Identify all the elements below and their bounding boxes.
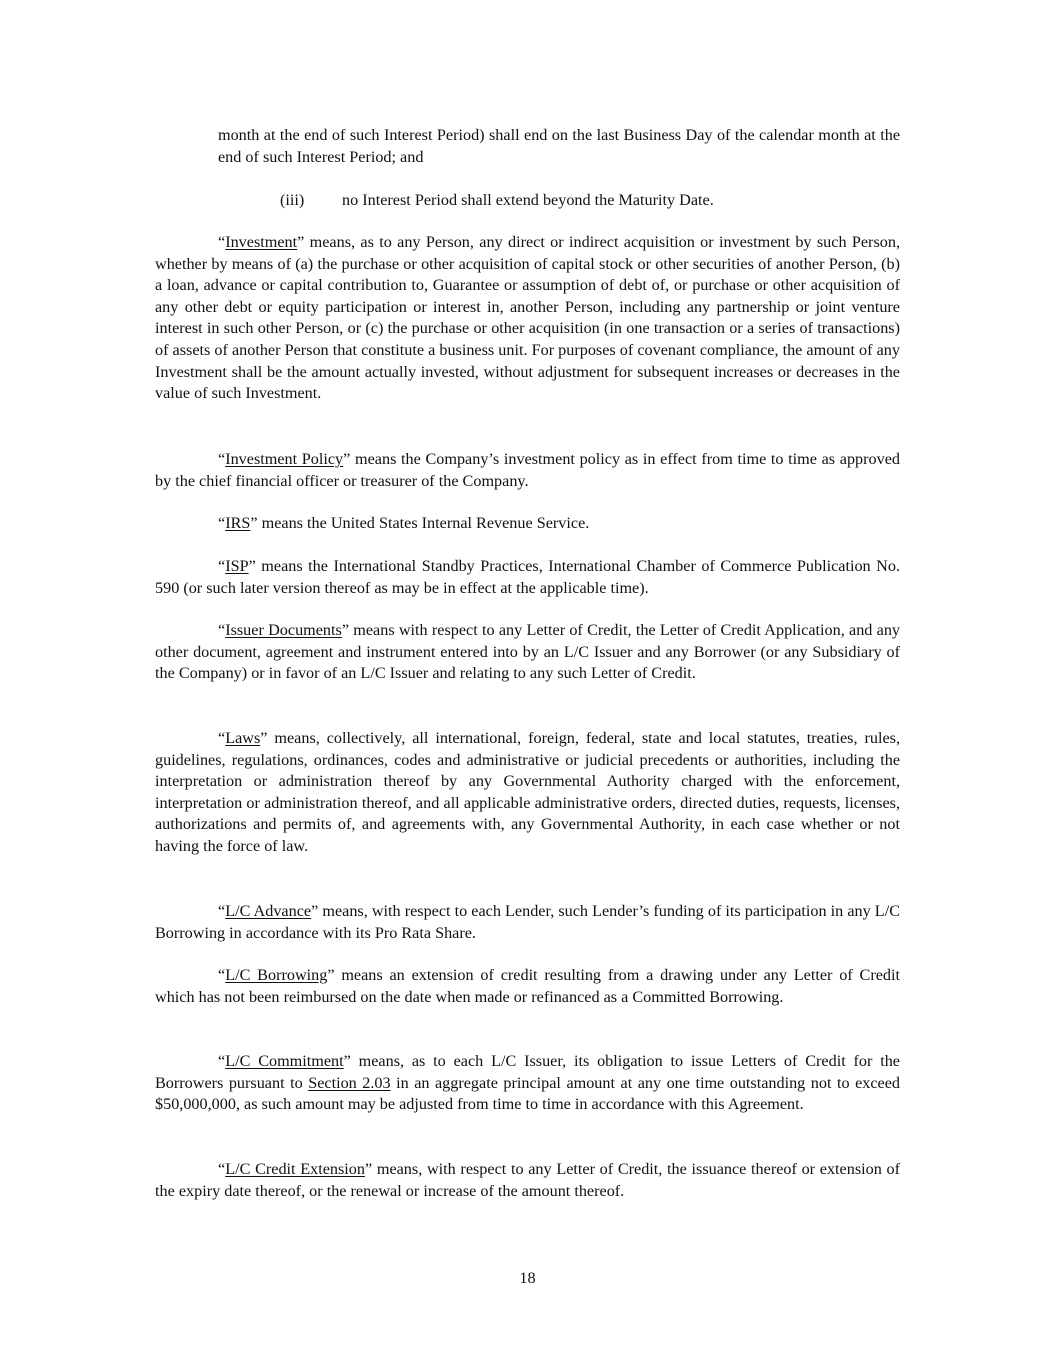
open-quote: “ xyxy=(218,729,226,747)
definition-lc-commitment xyxy=(155,1051,900,1116)
list-item-iii xyxy=(280,190,714,212)
definition-text: ” means the United States Internal Revenue Service. xyxy=(250,514,590,532)
defined-term: Issuer Documents xyxy=(225,621,342,639)
continuation-paragraph: month at the end of such Interest Period) shall end on the last Business Day of the calendar month at the end of such Interest Period; and xyxy=(218,126,900,166)
definition-text-continued: in an aggregate principal amount at any one time outstanding not to exceed $50,000,000, as such amount may be adjusted from time to time in accordance with this Agreement. xyxy=(155,1073,900,1114)
defined-term: ISP xyxy=(225,557,249,575)
defined-term: IRS xyxy=(225,514,251,532)
definition-lc-advance xyxy=(155,901,900,944)
definition-lc-credit-extension xyxy=(155,1159,900,1202)
open-quote: “ xyxy=(218,450,226,468)
open-quote: “ xyxy=(218,233,226,251)
definition-text: ” means with respect to any Letter of Credit, the Letter of Credit Application, and any other document, agreement and instrument entered into by an L/C Issuer and any Borrower (or any Subsidiary of the Company) or in favor of an L/C Issuer and relating to any such Letter of Credit. xyxy=(155,621,901,683)
open-quote: “ xyxy=(218,902,226,920)
defined-term: L/C Borrowing xyxy=(225,966,328,984)
definition-isp xyxy=(155,556,900,599)
open-quote: “ xyxy=(218,557,226,575)
list-item-label: (iii) xyxy=(280,191,305,209)
open-quote: “ xyxy=(218,514,226,532)
page-number: 18 xyxy=(519,1269,536,1287)
open-quote: “ xyxy=(218,1052,226,1070)
defined-term: Investment Policy xyxy=(225,450,344,468)
open-quote: “ xyxy=(218,1160,226,1178)
definition-text: ” means, as to any Person, any direct or indirect acquisition or investment by such Person, whether by means of (a) the purchase or other acquisition of capital stock or other securities of another Person, (b) a loan, advance or capital contribution to, Guarantee or assumption of debt of, or purchase or other acquisition of any other debt or equity participation or interest in, another Person, including any partnership or joint venture interest in such other Person, or (c) the purchase or other acquisition (in one transaction or a series of transactions) of assets of another Person that constitute a business unit. For purposes of covenant compliance, the amount of any Investment shall be the amount actually invested, without adjustment for subsequent increases or decreases in the value of such Investment. xyxy=(155,233,900,403)
definition-irs xyxy=(155,513,900,535)
defined-term: L/C Advance xyxy=(225,902,312,920)
defined-term: Investment xyxy=(225,233,298,251)
definition-lc-borrowing xyxy=(155,965,900,1008)
definition-text: ” means the International Standby Practices, International Chamber of Commerce Publication No. 590 (or such later version thereof as may be in effect at the applicable time). xyxy=(155,557,900,597)
definition-text: ” means, as to each L/C Issuer, its obligation to issue Letters of Credit for the Borrowers pursuant to xyxy=(155,1052,900,1092)
defined-term: L/C Commitment xyxy=(225,1052,344,1070)
list-item-text: no Interest Period shall extend beyond the Maturity Date. xyxy=(342,191,714,209)
definition-text: ” means the Company’s investment policy as in effect from time to time as approved by the chief financial officer or treasurer of the Company. xyxy=(155,450,900,490)
open-quote: “ xyxy=(218,621,226,639)
defined-term: Laws xyxy=(225,729,261,747)
definition-text: ” means, with respect to each Lender, such Lender’s funding of its participation in any L/C Borrowing in accordance with its Pro Rata Share. xyxy=(155,902,900,942)
definition-investment-policy xyxy=(155,449,900,492)
section-reference-link[interactable]: Section 2.03 xyxy=(308,1073,391,1092)
open-quote: “ xyxy=(218,966,226,984)
defined-term: L/C Credit Extension xyxy=(225,1160,365,1178)
definition-laws xyxy=(155,728,900,858)
definition-text: ” means, with respect to any Letter of Credit, the issuance thereof or extension of the expiry date thereof, or the renewal or increase of the amount thereof. xyxy=(155,1160,900,1200)
definition-issuer-documents xyxy=(155,620,900,685)
definition-text: ” means, collectively, all international, foreign, federal, state and local statutes, treaties, rules, guidelines, regulations, ordinances, codes and administrative or judicial precedents or authorities, including the interpretation or administration thereof by any Governmental Authority charged with the enforcement, interpretation or administration thereof, and all applicable administrative orders, directed duties, requests, licenses, authorizations and permits of, and agreements with, any Governmental Authority, in each case whether or not having the force of law. xyxy=(155,729,900,855)
definition-investment xyxy=(155,232,900,405)
definition-text: ” means an extension of credit resulting from a drawing under any Letter of Credit which has not been reimbursed on the date when made or refinanced as a Committed Borrowing. xyxy=(155,966,900,1006)
